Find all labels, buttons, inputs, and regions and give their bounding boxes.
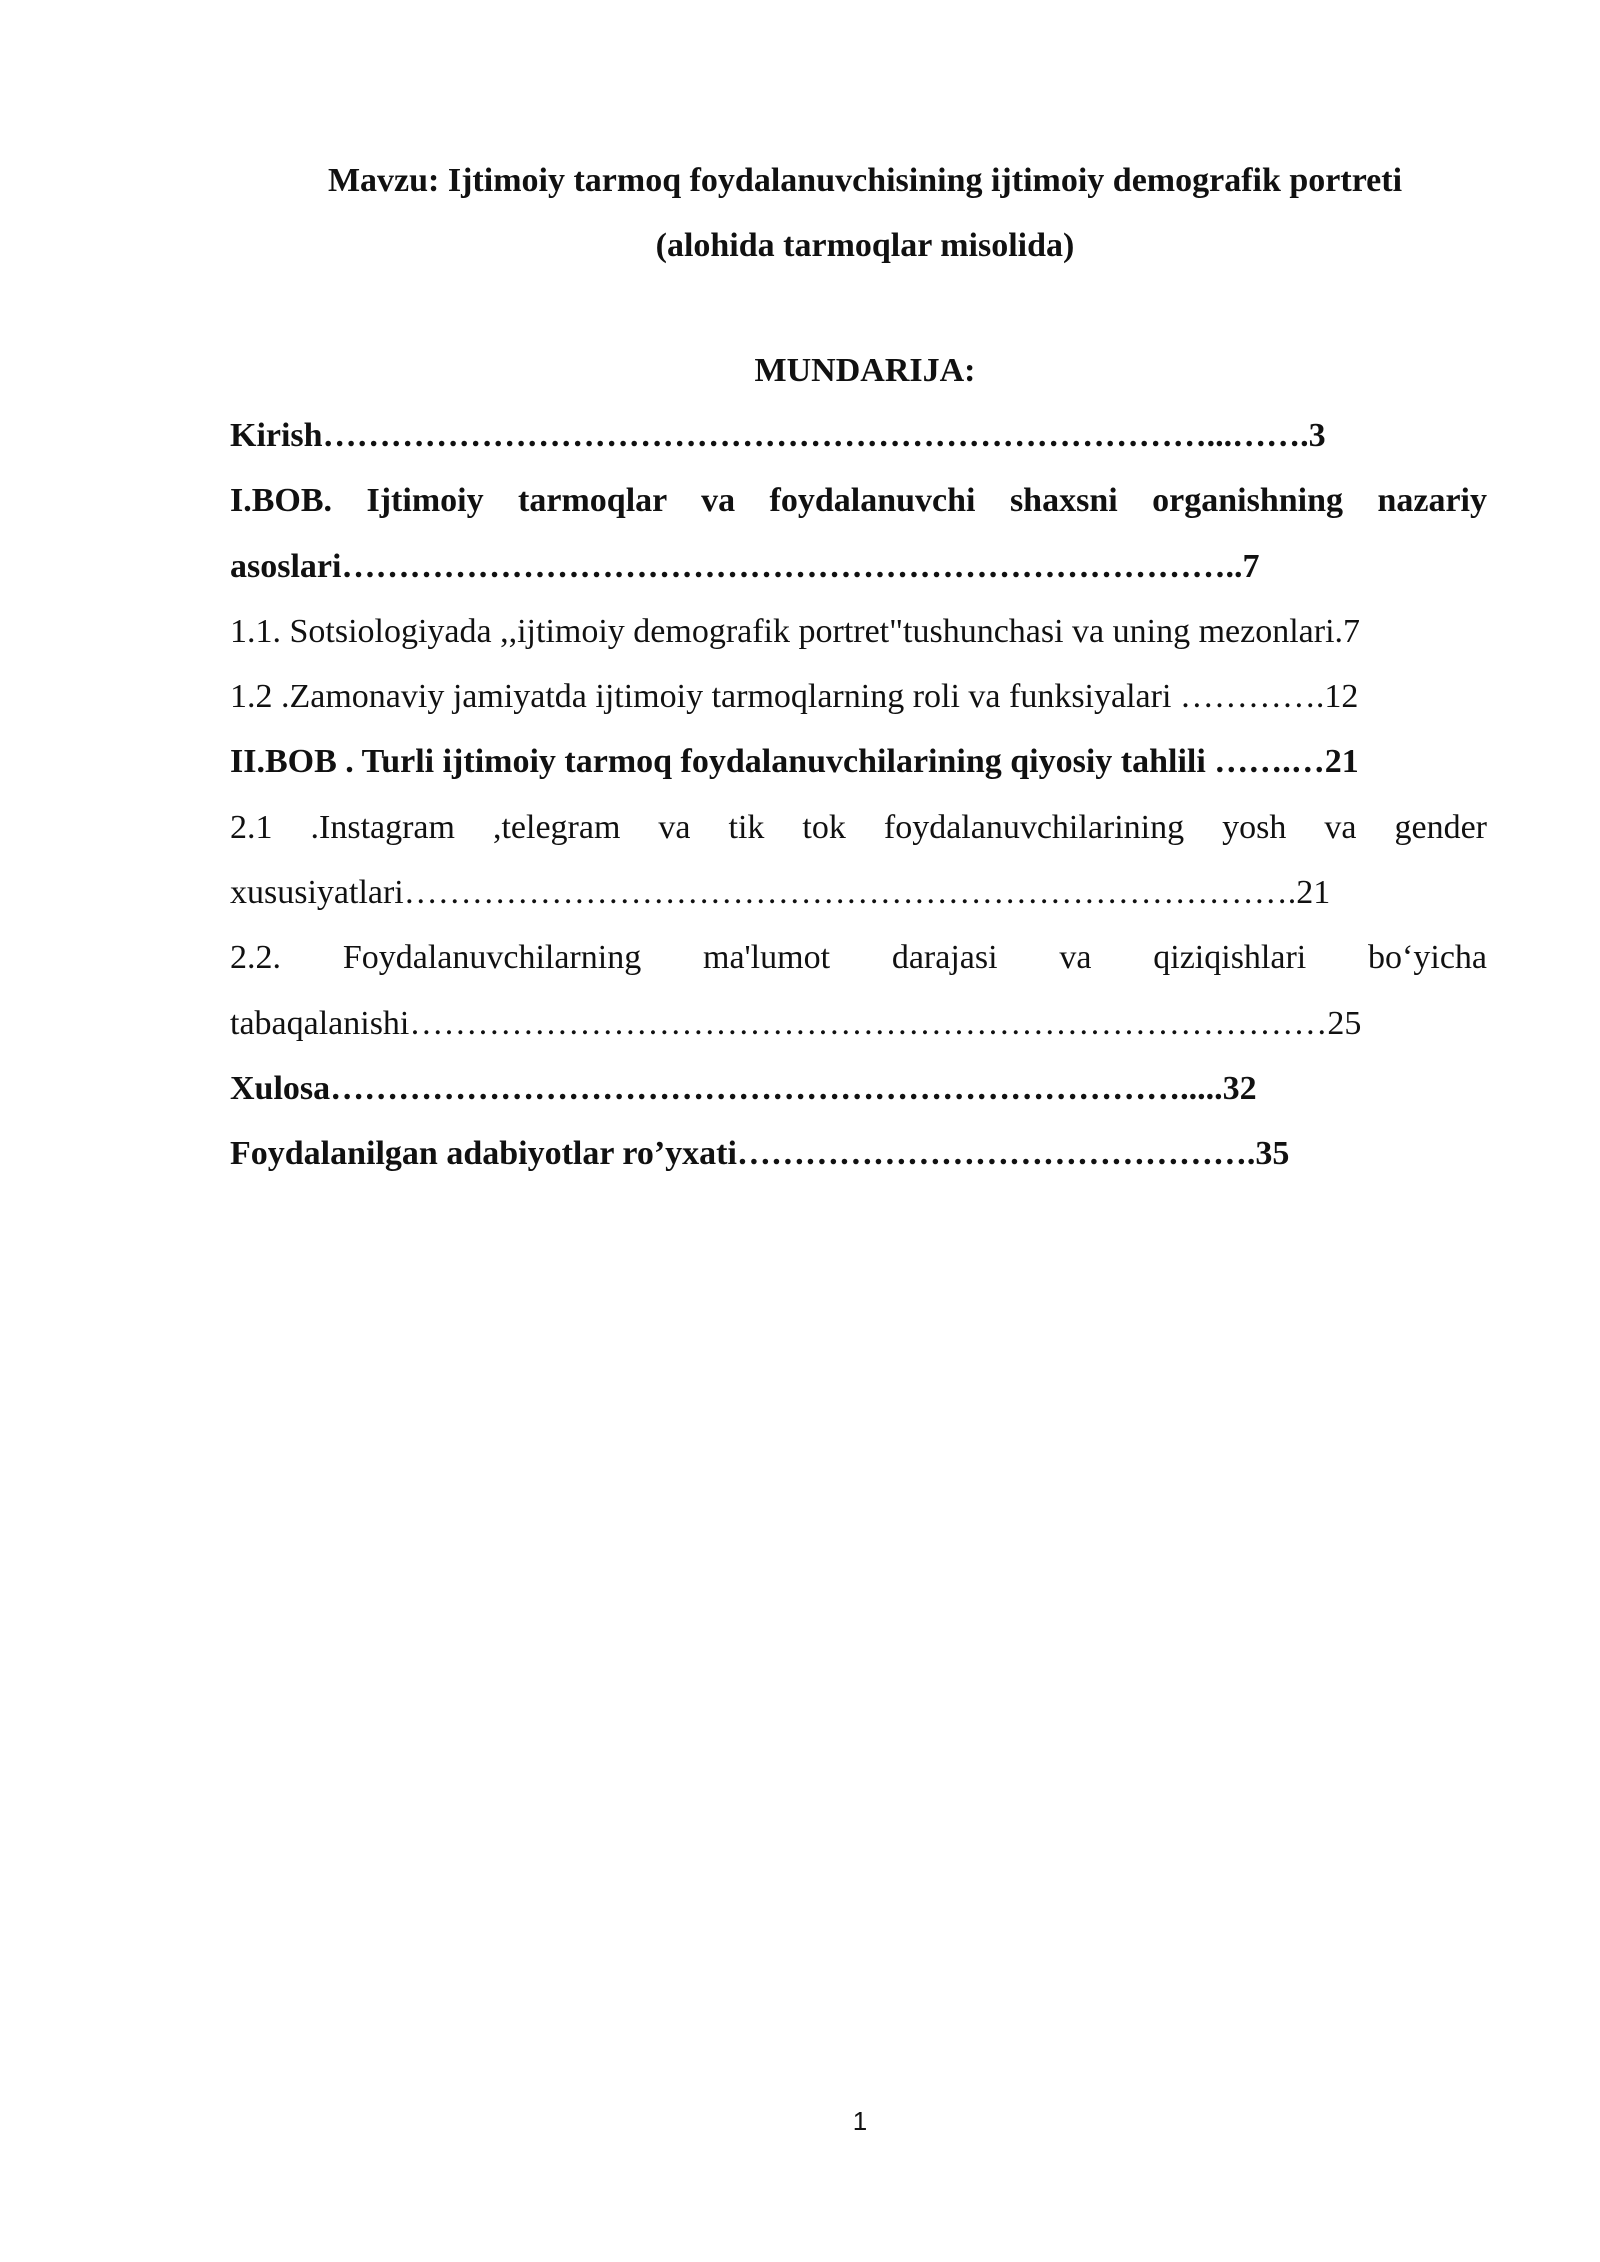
toc-entry-section-2-2-cont: tabaqalanishi………………………………………………………………………25 — [230, 1004, 1362, 1042]
toc-entry-chapter-1-cont: asoslari……………………………………………………………………..7 — [230, 547, 1260, 585]
toc-entry-section-1-2: 1.2 .Zamonaviy jamiyatda ijtimoiy tarmoqlarning roli va funksiyalari ………….12 — [230, 678, 1359, 716]
toc-entry-references: Foydalanilgan adabiyotlar ro’yxati……………………………………….35 — [230, 1135, 1290, 1173]
title-line-2: (alohida tarmoqlar misolida) — [655, 227, 1075, 264]
toc-entry-section-1-1: 1.1. Sotsiologiyada ,,ijtimoiy demografik portret"tushunchasi va uning mezonlari.7 — [230, 612, 1361, 650]
table-of-contents — [230, 403, 1487, 1187]
toc-entry-chapter-1: I.BOB. Ijtimoiy tarmoqlar va foydalanuvchi shaxsni organishning nazariy — [230, 482, 1487, 520]
toc-heading: MUNDARIJA: — [754, 352, 976, 389]
toc-entry-kirish: Kirish……………………………………………………………………...…….3 — [230, 417, 1326, 454]
toc-entry-xulosa: Xulosa………………………………………………………………….....32 — [230, 1069, 1257, 1107]
toc-entry-section-2-1: 2.1 .Instagram ,telegram va tik tok foydalanuvchilarining yosh va gender — [230, 808, 1487, 846]
toc-entry-section-2-2: 2.2. Foydalanuvchilarning ma'lumot darajasi va qiziqishlari bo‘yicha — [230, 939, 1487, 977]
page-number: 1 — [852, 2106, 868, 2136]
document-title — [230, 148, 1500, 278]
title-line-1: Mavzu: Ijtimoiy tarmoq foydalanuvchisining ijtimoiy demografik portreti — [327, 162, 1403, 199]
toc-entry-chapter-2: II.BOB . Turli ijtimoiy tarmoq foydalanuvchilarining qiyosiy tahlili …….…21 — [230, 743, 1359, 781]
toc-entry-section-2-1-cont: xususiyatlari…………………………………………………………………….21 — [230, 874, 1331, 912]
